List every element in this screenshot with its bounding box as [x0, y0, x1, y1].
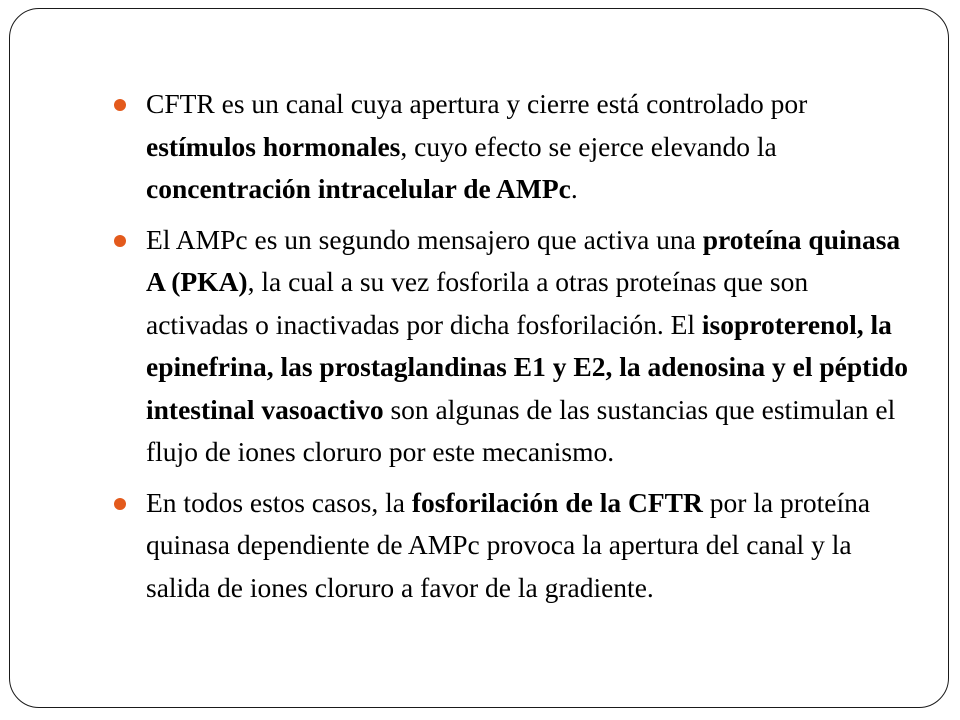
bullet-dot-icon: [114, 498, 126, 510]
bullet-item: [114, 219, 914, 474]
text-run: , la cual a su vez fosforila a otras proteínas que son activadas o inactivadas por dicha fosforilación. El: [146, 266, 809, 340]
bullet-text: [146, 88, 807, 204]
bullet-dot-icon: [114, 235, 126, 247]
text-run: CFTR es un canal cuya apertura y cierre está controlado por: [146, 88, 808, 119]
text-run: El AMPc es un segundo mensajero que activa una: [146, 223, 703, 255]
bullet-list: [114, 83, 914, 617]
text-run: , cuyo efecto se ejerce elevando la: [400, 130, 777, 162]
bullet-item: [114, 482, 914, 610]
text-run-bold: estímulos hormonales: [146, 130, 401, 162]
slide: [9, 8, 949, 708]
text-run: por la proteína quinasa dependiente de AMPc provoca la apertura del canal y la salida de iones cloruro a favor de la gradiente.: [146, 486, 871, 603]
text-run-bold: concentración intracelular de AMPc: [146, 173, 571, 204]
text-run-bold: fosforilación de la CFTR: [411, 486, 703, 518]
text-run-bold: proteína quinasa A (PKA): [146, 223, 901, 297]
bullet-item: [114, 83, 914, 211]
text-run: En todos estos casos, la: [146, 486, 412, 518]
bullet-text: [146, 487, 870, 603]
bullet-text: [146, 224, 908, 468]
text-run: son algunas de las sustancias que estimulan el flujo de iones cloruro por este mecanismo.: [146, 393, 896, 467]
bullet-dot-icon: [114, 99, 126, 111]
text-run: .: [570, 173, 578, 204]
text-run-bold: isoproterenol, la epinefrina, las prostaglandinas E1 y E2, la adenosina y el péptido intestinal vasoactivo: [146, 308, 908, 425]
